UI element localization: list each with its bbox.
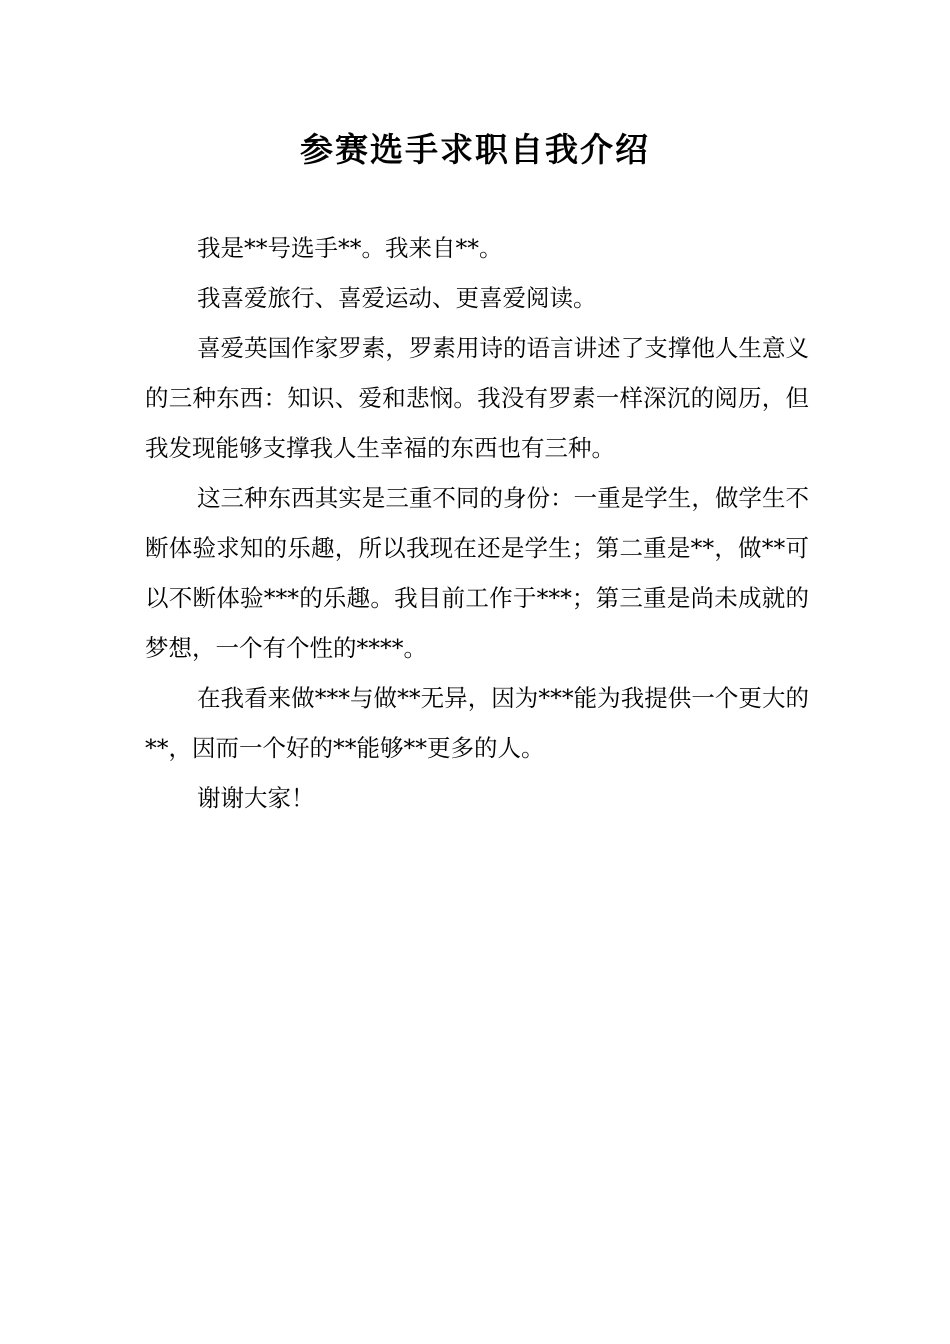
paragraph-identities: 这三种东西其实是三重不同的身份：一重是学生，做学生不断体验求知的乐趣，所以我现在还是学生；第二重是**，做**可以不断体验***的乐趣。我目前工作于***；第三重是尚未成就的梦想，一个有个性的****。 xyxy=(145,484,809,662)
paragraph-intro: 我是**号选手**。我来自**。 xyxy=(197,234,503,262)
document-body xyxy=(145,223,809,823)
document-title: 参赛选手求职自我介绍 xyxy=(300,130,650,169)
paragraph-conclusion: 在我看来做***与做**无异，因为***能为我提供一个更大的**，因而一个好的**能够**更多的人。 xyxy=(145,684,809,762)
paragraph-hobbies: 我喜爱旅行、喜爱运动、更喜爱阅读。 xyxy=(197,284,597,312)
paragraph-russell: 喜爱英国作家罗素，罗素用诗的语言讲述了支撑他人生意义的三种东西：知识、爱和悲悯。我没有罗素一样深沉的阅历，但我发现能够支撑我人生幸福的东西也有三种。 xyxy=(145,334,809,462)
paragraph-thanks: 谢谢大家！ xyxy=(197,784,315,812)
